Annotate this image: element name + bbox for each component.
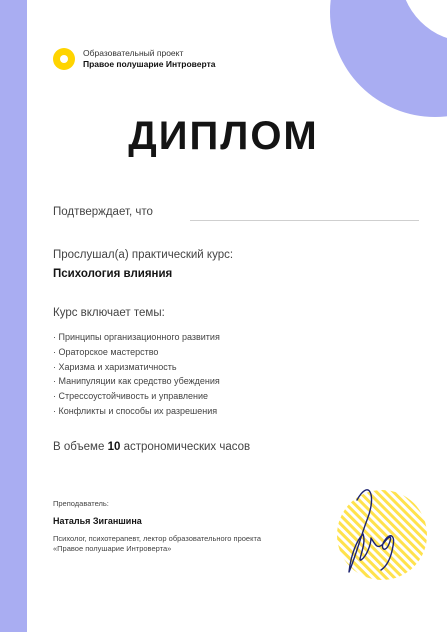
hours-value: 10	[107, 441, 121, 453]
project-label: Образовательный проект	[83, 48, 184, 58]
topic-item: · Принципы организационного развития	[53, 332, 220, 342]
decorative-side-stripe	[0, 0, 27, 632]
hours-suffix: астрономических часов	[123, 441, 251, 453]
hours-prefix: В объеме	[53, 441, 105, 453]
decorative-corner-shape	[330, 0, 447, 117]
teacher-label: Преподаватель:	[53, 499, 109, 508]
teacher-name: Наталья Зиганшина	[53, 516, 142, 526]
diploma-title: ДИПЛОМ	[128, 114, 319, 158]
topics-list	[53, 330, 220, 419]
recipient-name-line	[190, 220, 419, 221]
topic-item: · Конфликты и способы их разрешения	[53, 405, 218, 416]
topics-label: Курс включает темы:	[53, 307, 165, 319]
confirm-label: Подтверждает, что	[53, 206, 153, 218]
topic-item: · Ораторское мастерство	[53, 346, 159, 357]
course-label: Прослушал(а) практический курс:	[53, 249, 234, 261]
topic-item: · Харизма и харизматичность	[53, 361, 177, 372]
course-hours	[53, 441, 250, 453]
topic-item: · Стрессоустойчивость и управление	[53, 391, 209, 402]
teacher-description: Психолог, психотерапевт, лектор образовательного проекта «Правое полушарие Интроверта»	[53, 534, 261, 553]
course-name: Психология влияния	[53, 268, 173, 280]
teacher-signature	[327, 470, 427, 580]
topic-item: · Манипуляции как средство убеждения	[53, 376, 220, 387]
project-logo-icon	[53, 48, 75, 70]
project-name: Правое полушарие Интроверта	[83, 59, 216, 69]
